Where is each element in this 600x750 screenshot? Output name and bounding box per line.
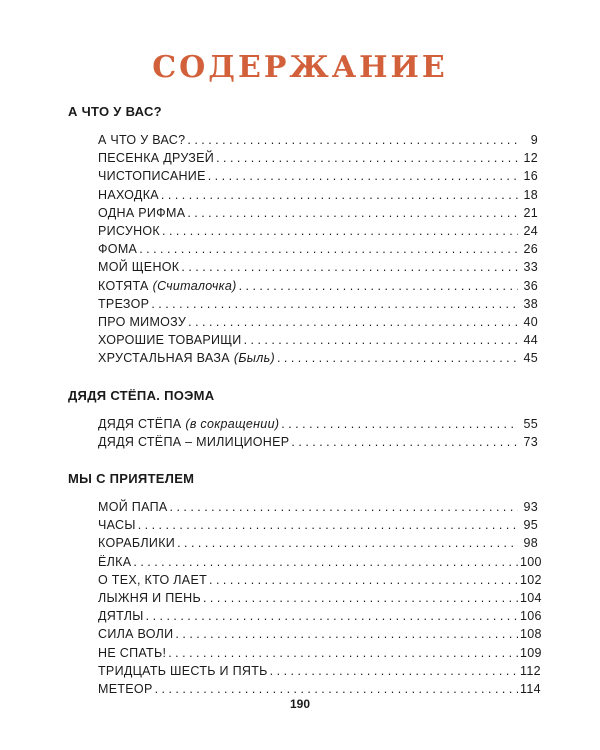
page-title: СОДЕРЖАНИЕ [152,50,448,85]
entry-title: ФОМА [98,242,138,257]
toc-entry[interactable] [98,534,538,552]
toc-entry[interactable] [98,222,538,240]
entry-title: МЕТЕОР [98,682,153,697]
toc-section [68,471,542,698]
entry-note: (Быль) [233,351,275,366]
section-heading: ДЯДЯ СТЁПА. ПОЭМА [68,387,215,403]
table-of-contents [68,104,542,718]
entry-title: ЧАСЫ [98,518,136,533]
entry-title: НЕ СПАТЬ! [98,645,167,660]
entry-page-number: 9 [530,133,538,147]
entry-page-number: 40 [523,315,538,330]
entry-page-number: 95 [523,518,538,533]
entry-title: НАХОДКА [98,187,159,202]
entry-page-number: 45 [523,351,538,366]
entry-title: ХРУСТАЛЬНАЯ ВАЗА [98,351,230,366]
dot-leader [277,349,518,367]
entry-page-number: 102 [520,572,542,587]
entry-page-number: 16 [523,169,538,184]
dot-leader [146,607,518,625]
section-heading: МЫ С ПРИЯТЕЛЕМ [68,471,195,487]
dot-leader [151,295,518,313]
dot-leader [168,644,518,662]
dot-leader [270,662,518,680]
entry-title: ДЯДЯ СТЁПА [98,416,182,431]
toc-entry[interactable] [98,277,538,295]
entry-title: ЧИСТОПИСАНИЕ [98,169,206,184]
entry-page-number: 21 [523,205,538,220]
entry-page-number: 106 [520,609,542,624]
entry-title: РИСУНОК [98,224,161,239]
dot-leader [138,516,518,534]
toc-entry[interactable] [98,349,538,367]
entry-page-number: 26 [523,242,538,257]
section-heading: А ЧТО У ВАС? [68,104,162,119]
entry-page-number: 44 [523,333,538,348]
entry-list [98,415,538,451]
entry-page-number: 114 [520,682,541,697]
dot-leader [291,433,518,451]
toc-entry[interactable] [98,607,542,625]
dot-leader [203,589,518,607]
toc-entry[interactable] [98,680,541,698]
toc-entry[interactable] [98,625,542,643]
entry-page-number: 24 [523,224,538,239]
toc-entry[interactable] [98,204,538,222]
entry-title: О ТЕХ, КТО ЛАЕТ [98,572,208,587]
dot-leader [244,331,518,349]
toc-entry[interactable] [98,313,538,331]
entry-page-number: 100 [520,554,542,569]
entry-title: ТРИДЦАТЬ ШЕСТЬ И ПЯТЬ [98,663,268,678]
entry-page-number: 55 [523,416,538,431]
toc-entry[interactable] [98,131,538,149]
toc-entry[interactable] [98,644,542,662]
dot-leader [187,131,518,149]
toc-section [68,104,538,368]
entry-page-number: 104 [520,591,542,606]
toc-entry[interactable] [98,498,538,516]
dot-leader [177,534,518,552]
toc-entry[interactable] [98,516,538,534]
entry-page-number: 33 [523,260,538,275]
entry-page-number: 73 [523,434,538,449]
entry-title: ДЯТЛЫ [98,609,144,624]
entry-page-number: 12 [523,151,538,166]
dot-leader [155,680,518,698]
toc-entry[interactable] [98,331,538,349]
entry-page-number: 112 [520,663,541,678]
dot-leader [188,313,518,331]
entry-note: (в сокращении) [185,416,280,431]
toc-entry[interactable] [98,571,542,589]
dot-leader [175,625,518,643]
toc-entry[interactable] [98,167,538,185]
dot-leader [139,240,518,258]
entry-title: ПЕСЕНКА ДРУЗЕЙ [98,151,215,166]
entry-title: ЁЛКА [98,554,132,569]
toc-entry[interactable] [98,240,538,258]
entry-title: ОДНА РИФМА [98,205,186,220]
page-number: 190 [289,697,311,711]
entry-list [98,498,542,698]
entry-page-number: 36 [523,278,538,293]
toc-entry[interactable] [98,415,538,433]
dot-leader [208,167,518,185]
toc-entry[interactable] [98,433,538,451]
entry-page-number: 38 [523,296,538,311]
entry-title: ПРО МИМОЗУ [98,315,187,330]
toc-entry[interactable] [98,662,541,680]
entry-title: КОРАБЛИКИ [98,536,176,551]
entry-title: ХОРОШИЕ ТОВАРИЩИ [98,333,242,348]
entry-title: ЛЫЖНЯ И ПЕНЬ [98,591,201,606]
toc-entry[interactable] [98,149,538,167]
toc-entry[interactable] [98,589,542,607]
dot-leader [161,186,518,204]
toc-entry[interactable] [98,258,538,276]
dot-leader [239,277,518,295]
toc-entry[interactable] [98,553,542,571]
toc-entry[interactable] [98,186,538,204]
entry-page-number: 18 [523,187,538,202]
dot-leader [281,415,518,433]
entry-title: ТРЕЗОР [98,296,150,311]
toc-entry[interactable] [98,295,538,313]
entry-title: МОЙ ЩЕНОК [98,260,180,275]
entry-title: МОЙ ПАПА [98,500,168,515]
dot-leader [187,204,518,222]
dot-leader [162,222,518,240]
toc-section [68,388,538,451]
entry-note: (Считалочка) [152,278,237,293]
entry-title: А ЧТО У ВАС? [98,133,186,147]
entry-page-number: 109 [520,645,542,660]
dot-leader [181,258,518,276]
entry-page-number: 93 [523,500,538,515]
entry-page-number: 108 [520,627,542,642]
entry-list [98,131,538,368]
dot-leader [170,498,519,516]
dot-leader [133,553,518,571]
entry-page-number: 98 [523,536,538,551]
entry-title: КОТЯТА [98,278,149,293]
entry-title: ДЯДЯ СТЁПА – МИЛИЦИОНЕР [98,434,290,449]
dot-leader [216,149,518,167]
dot-leader [209,571,518,589]
entry-title: СИЛА ВОЛИ [98,627,174,642]
